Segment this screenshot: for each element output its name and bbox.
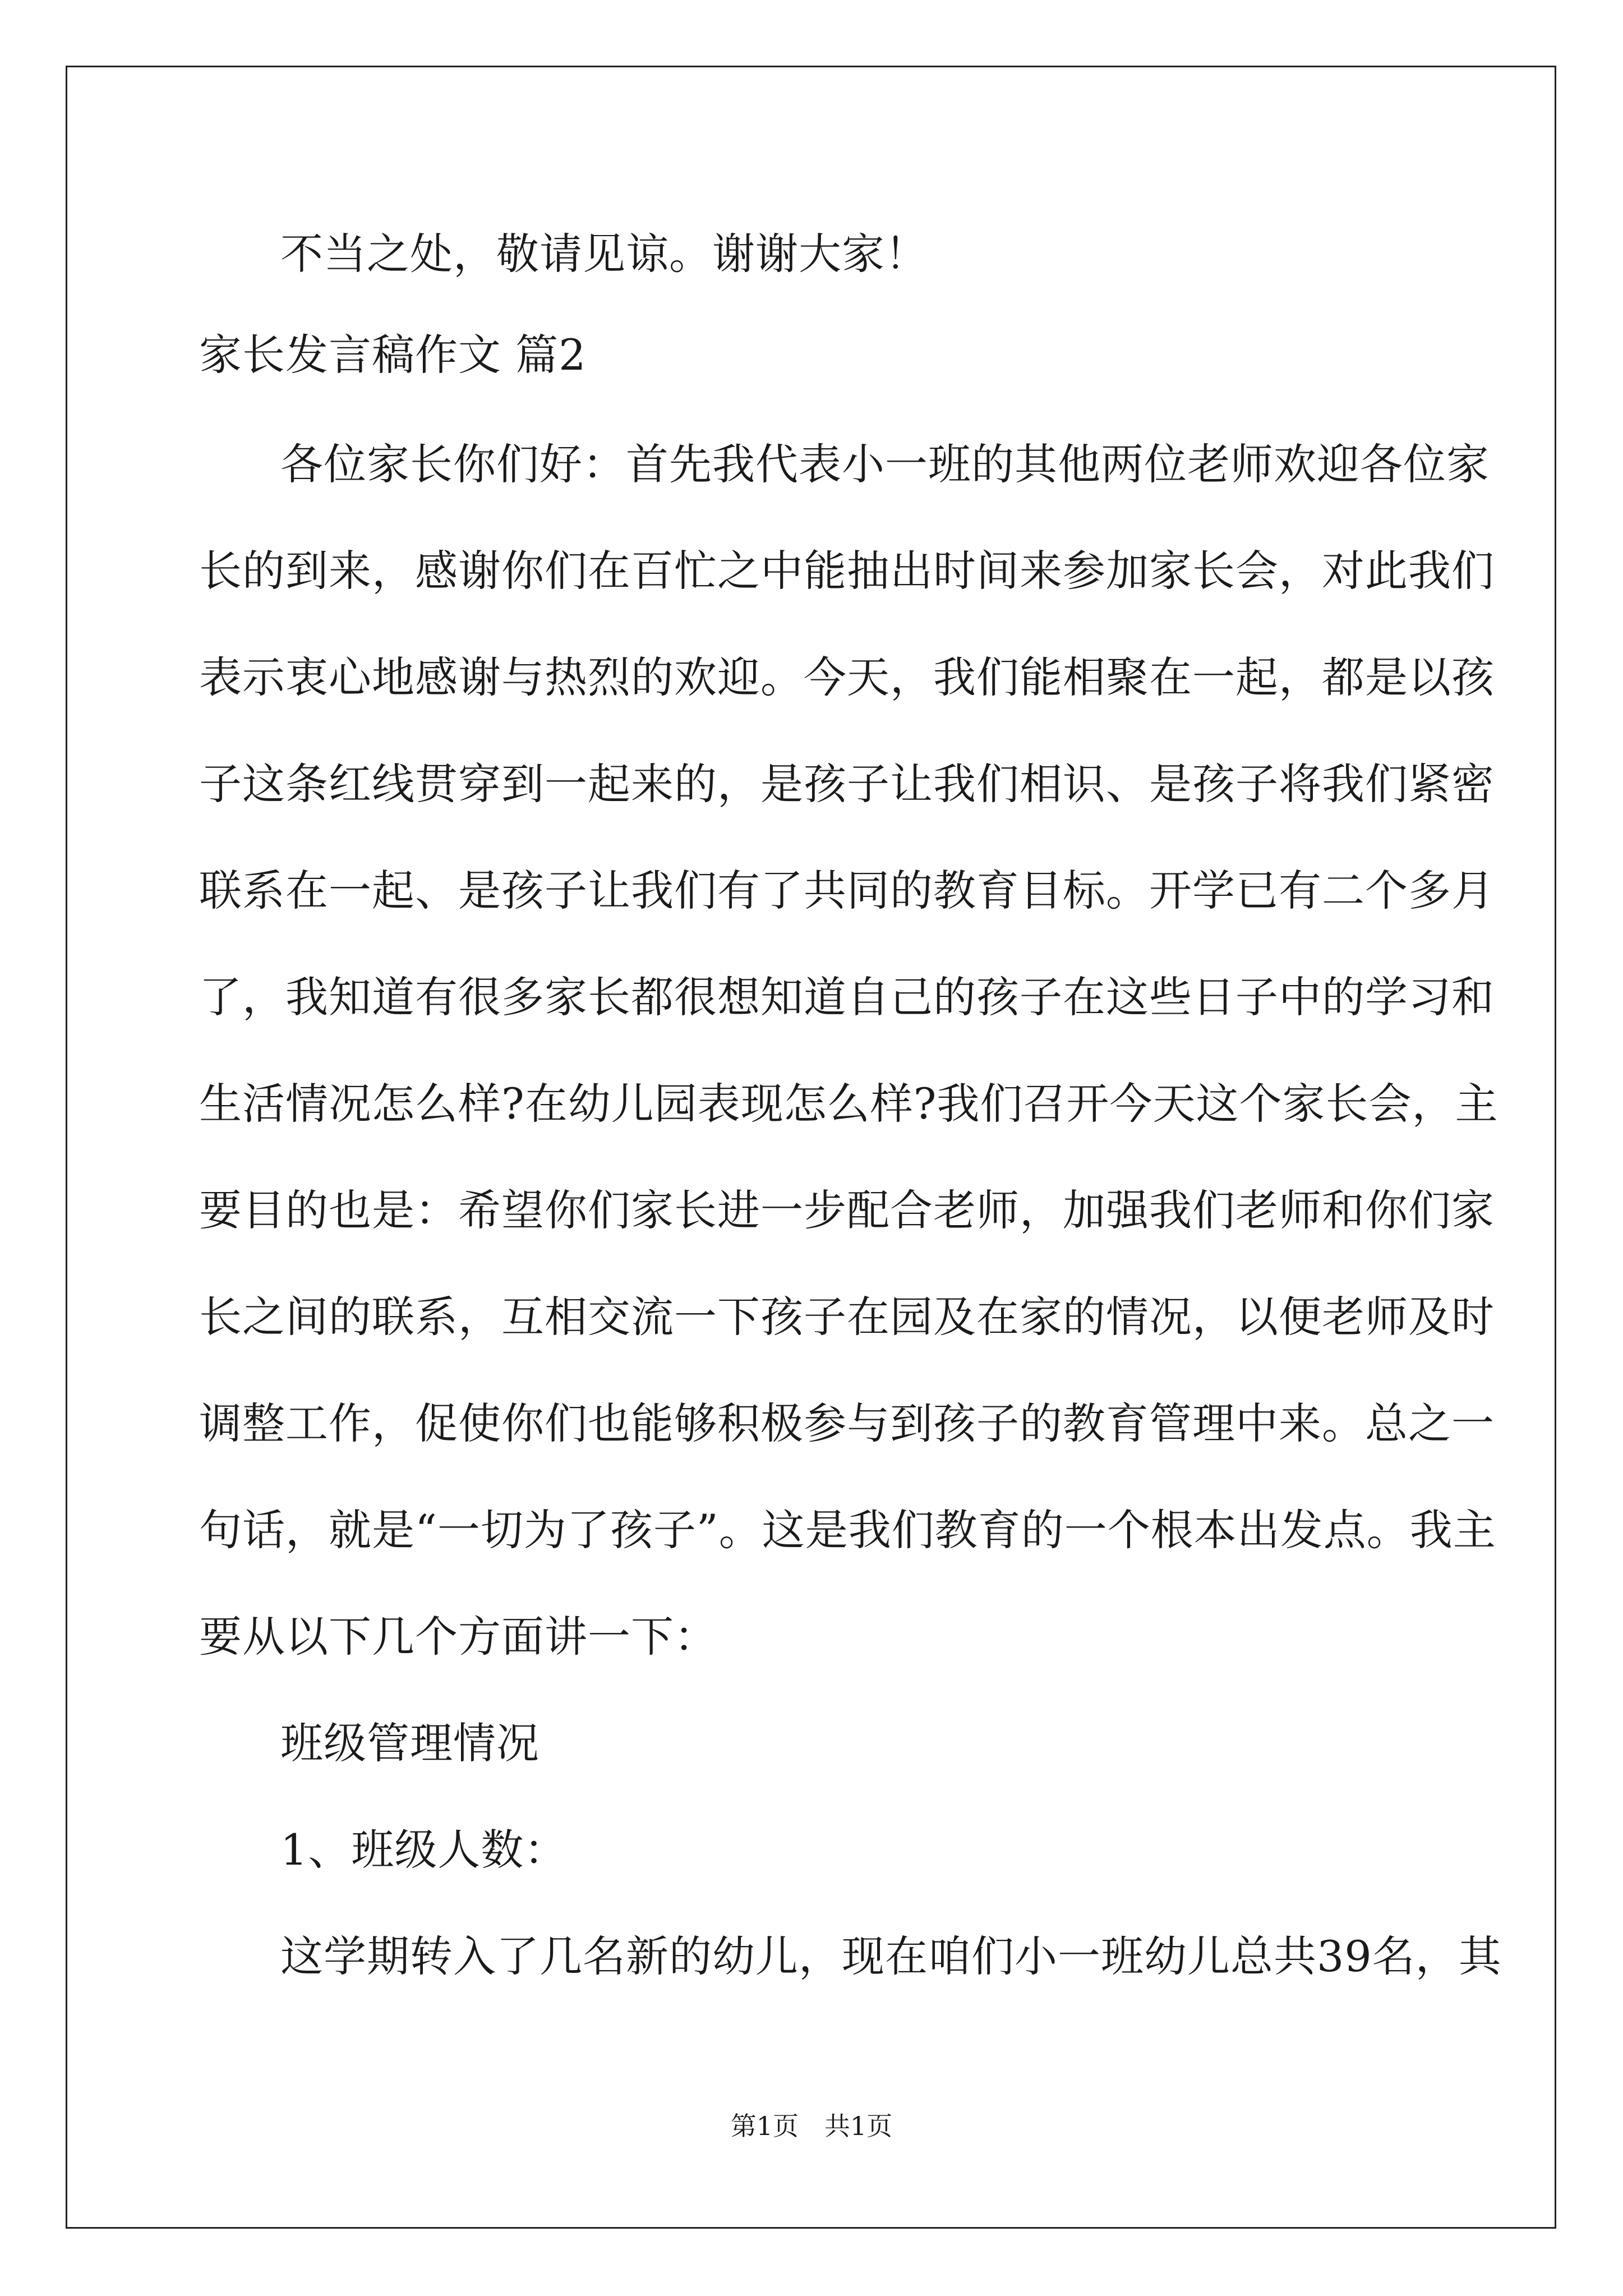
- text-line-7: 联系在一起、是孩子让我们有了共同的教育目标。开学已有二个多月: [199, 866, 1495, 915]
- list-item-heading: 1、班级人数：: [280, 1825, 568, 1875]
- page-border: [66, 66, 1556, 2229]
- text-line-17: 这学期转入了几名新的幼儿，现在咱们小一班幼儿总共39名，其: [280, 1931, 1502, 1981]
- page-footer: 第1页 共1页: [730, 2111, 893, 2141]
- text-line-14: 要从以下几个方面讲一下：: [199, 1612, 717, 1662]
- text-line-4: 长的到来，感谢你们在百忙之中能抽出时间来参加家长会，对此我们: [199, 546, 1495, 596]
- text-line-12: 调整工作，促使你们也能够积极参与到孩子的教育管理中来。总之一: [199, 1398, 1495, 1448]
- subheading: 班级管理情况: [280, 1718, 540, 1768]
- text-line-11: 长之间的联系，互相交流一下孩子在园及在家的情况，以便老师及时: [199, 1292, 1495, 1342]
- text-line-13: 句话，就是“一切为了孩子”。这是我们教育的一个根本出发点。我主: [199, 1505, 1496, 1555]
- text-line-8: 了，我知道有很多家长都很想知道自己的孩子在这些日子中的学习和: [199, 972, 1495, 1022]
- section-heading: 家长发言稿作文 篇2: [199, 330, 587, 380]
- text-line-6: 子这条红线贯穿到一起来的，是孩子让我们相识、是孩子将我们紧密: [199, 759, 1495, 809]
- text-line-5: 表示衷心地感谢与热烈的欢迎。今天，我们能相聚在一起，都是以孩: [199, 652, 1495, 702]
- text-line-1: 不当之处，敬请见谅。谢谢大家！: [280, 229, 928, 279]
- text-line-10: 要目的也是：希望你们家长进一步配合老师，加强我们老师和你们家: [199, 1185, 1495, 1235]
- text-line-3: 各位家长你们好：首先我代表小一班的其他两位老师欢迎各位家: [280, 439, 1490, 489]
- text-line-9: 生活情况怎么样?在幼儿园表现怎么样?我们召开今天这个家长会，主: [199, 1079, 1498, 1129]
